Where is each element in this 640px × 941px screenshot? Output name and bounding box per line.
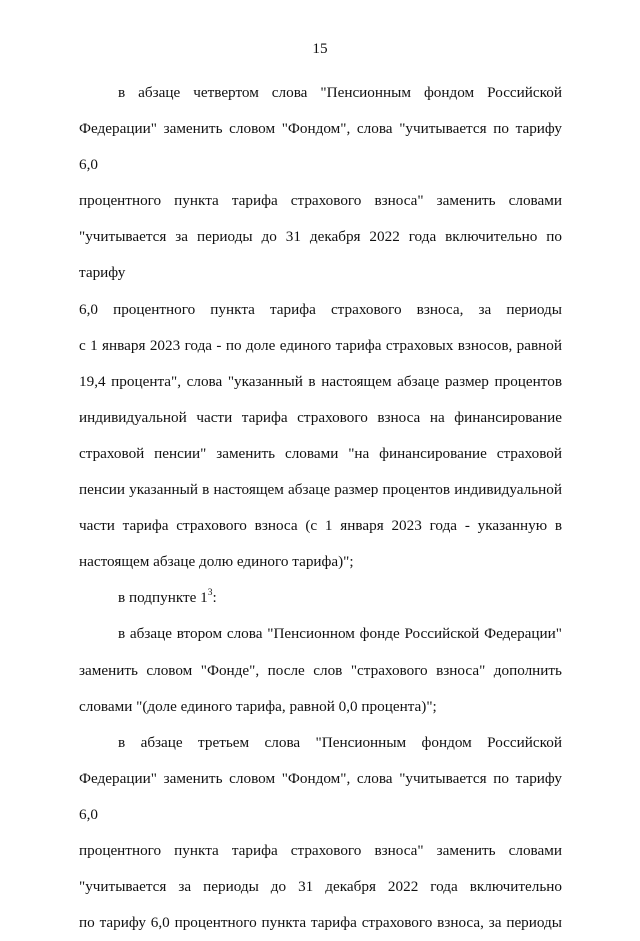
paragraph-subpoint: [79, 580, 562, 616]
document-body: [79, 75, 562, 941]
text-line: страховой пенсии" заменить словами "на финансирование страховой: [79, 444, 562, 462]
text-line: с 1 января 2023 года - по доле единого тарифа страховых взносов, равной: [79, 336, 562, 354]
text-line: в абзаце третьем слова "Пенсионным фондом Российской: [118, 733, 562, 751]
text-line: в абзаце четвертом слова "Пенсионным фондом Российской: [118, 84, 562, 101]
text-line: индивидуальной части тарифа страхового взноса на финансирование: [79, 408, 562, 426]
subpoint-suffix: :: [212, 589, 217, 607]
subpoint-text: в подпункте 1: [118, 589, 208, 607]
paragraph: [79, 75, 562, 580]
text-line: по тарифу 6,0 процентного пункта тарифа страхового взноса, за периоды: [79, 914, 562, 932]
text-line: заменить словом "Фонде", после слов "страхового взноса" дополнить: [79, 661, 562, 679]
text-line: пенсии указанный в настоящем абзаце размер процентов индивидуальной: [79, 481, 562, 499]
superscript: 3: [207, 588, 213, 599]
text-line: 6,0 процентного пункта тарифа страхового взноса, за периоды: [79, 300, 562, 318]
text-line: "учитывается за периоды до 31 декабря 2022 года включительно по тарифу: [79, 228, 562, 282]
text-line: Федерации" заменить словом "Фондом", слова "учитывается по тарифу 6,0: [79, 120, 562, 174]
text-line: процентного пункта тарифа страхового взноса" заменить словами: [79, 192, 562, 210]
text-line: "учитывается за периоды до 31 декабря 2022 года включительно: [79, 878, 562, 896]
text-line: 19,4 процента", слова "указанный в настоящем абзаце размер процентов: [79, 372, 562, 390]
text-line: настоящем абзаце долю единого тарифа)";: [79, 553, 354, 571]
text-line: в абзаце втором слова "Пенсионном фонде Российской Федерации": [118, 625, 562, 643]
paragraph: [79, 616, 562, 724]
text-line: процентного пункта тарифа страхового взноса" заменить словами: [79, 841, 562, 859]
text-line: Федерации" заменить словом "Фондом", слова "учитывается по тарифу 6,0: [79, 769, 562, 823]
paragraph: [79, 725, 562, 941]
page-number: 15: [312, 40, 328, 57]
text-line: словами "(доле единого тарифа, равной 0,0 процента)";: [79, 697, 437, 715]
text-line: части тарифа страхового взноса (с 1 января 2023 года - указанную в: [79, 517, 562, 535]
